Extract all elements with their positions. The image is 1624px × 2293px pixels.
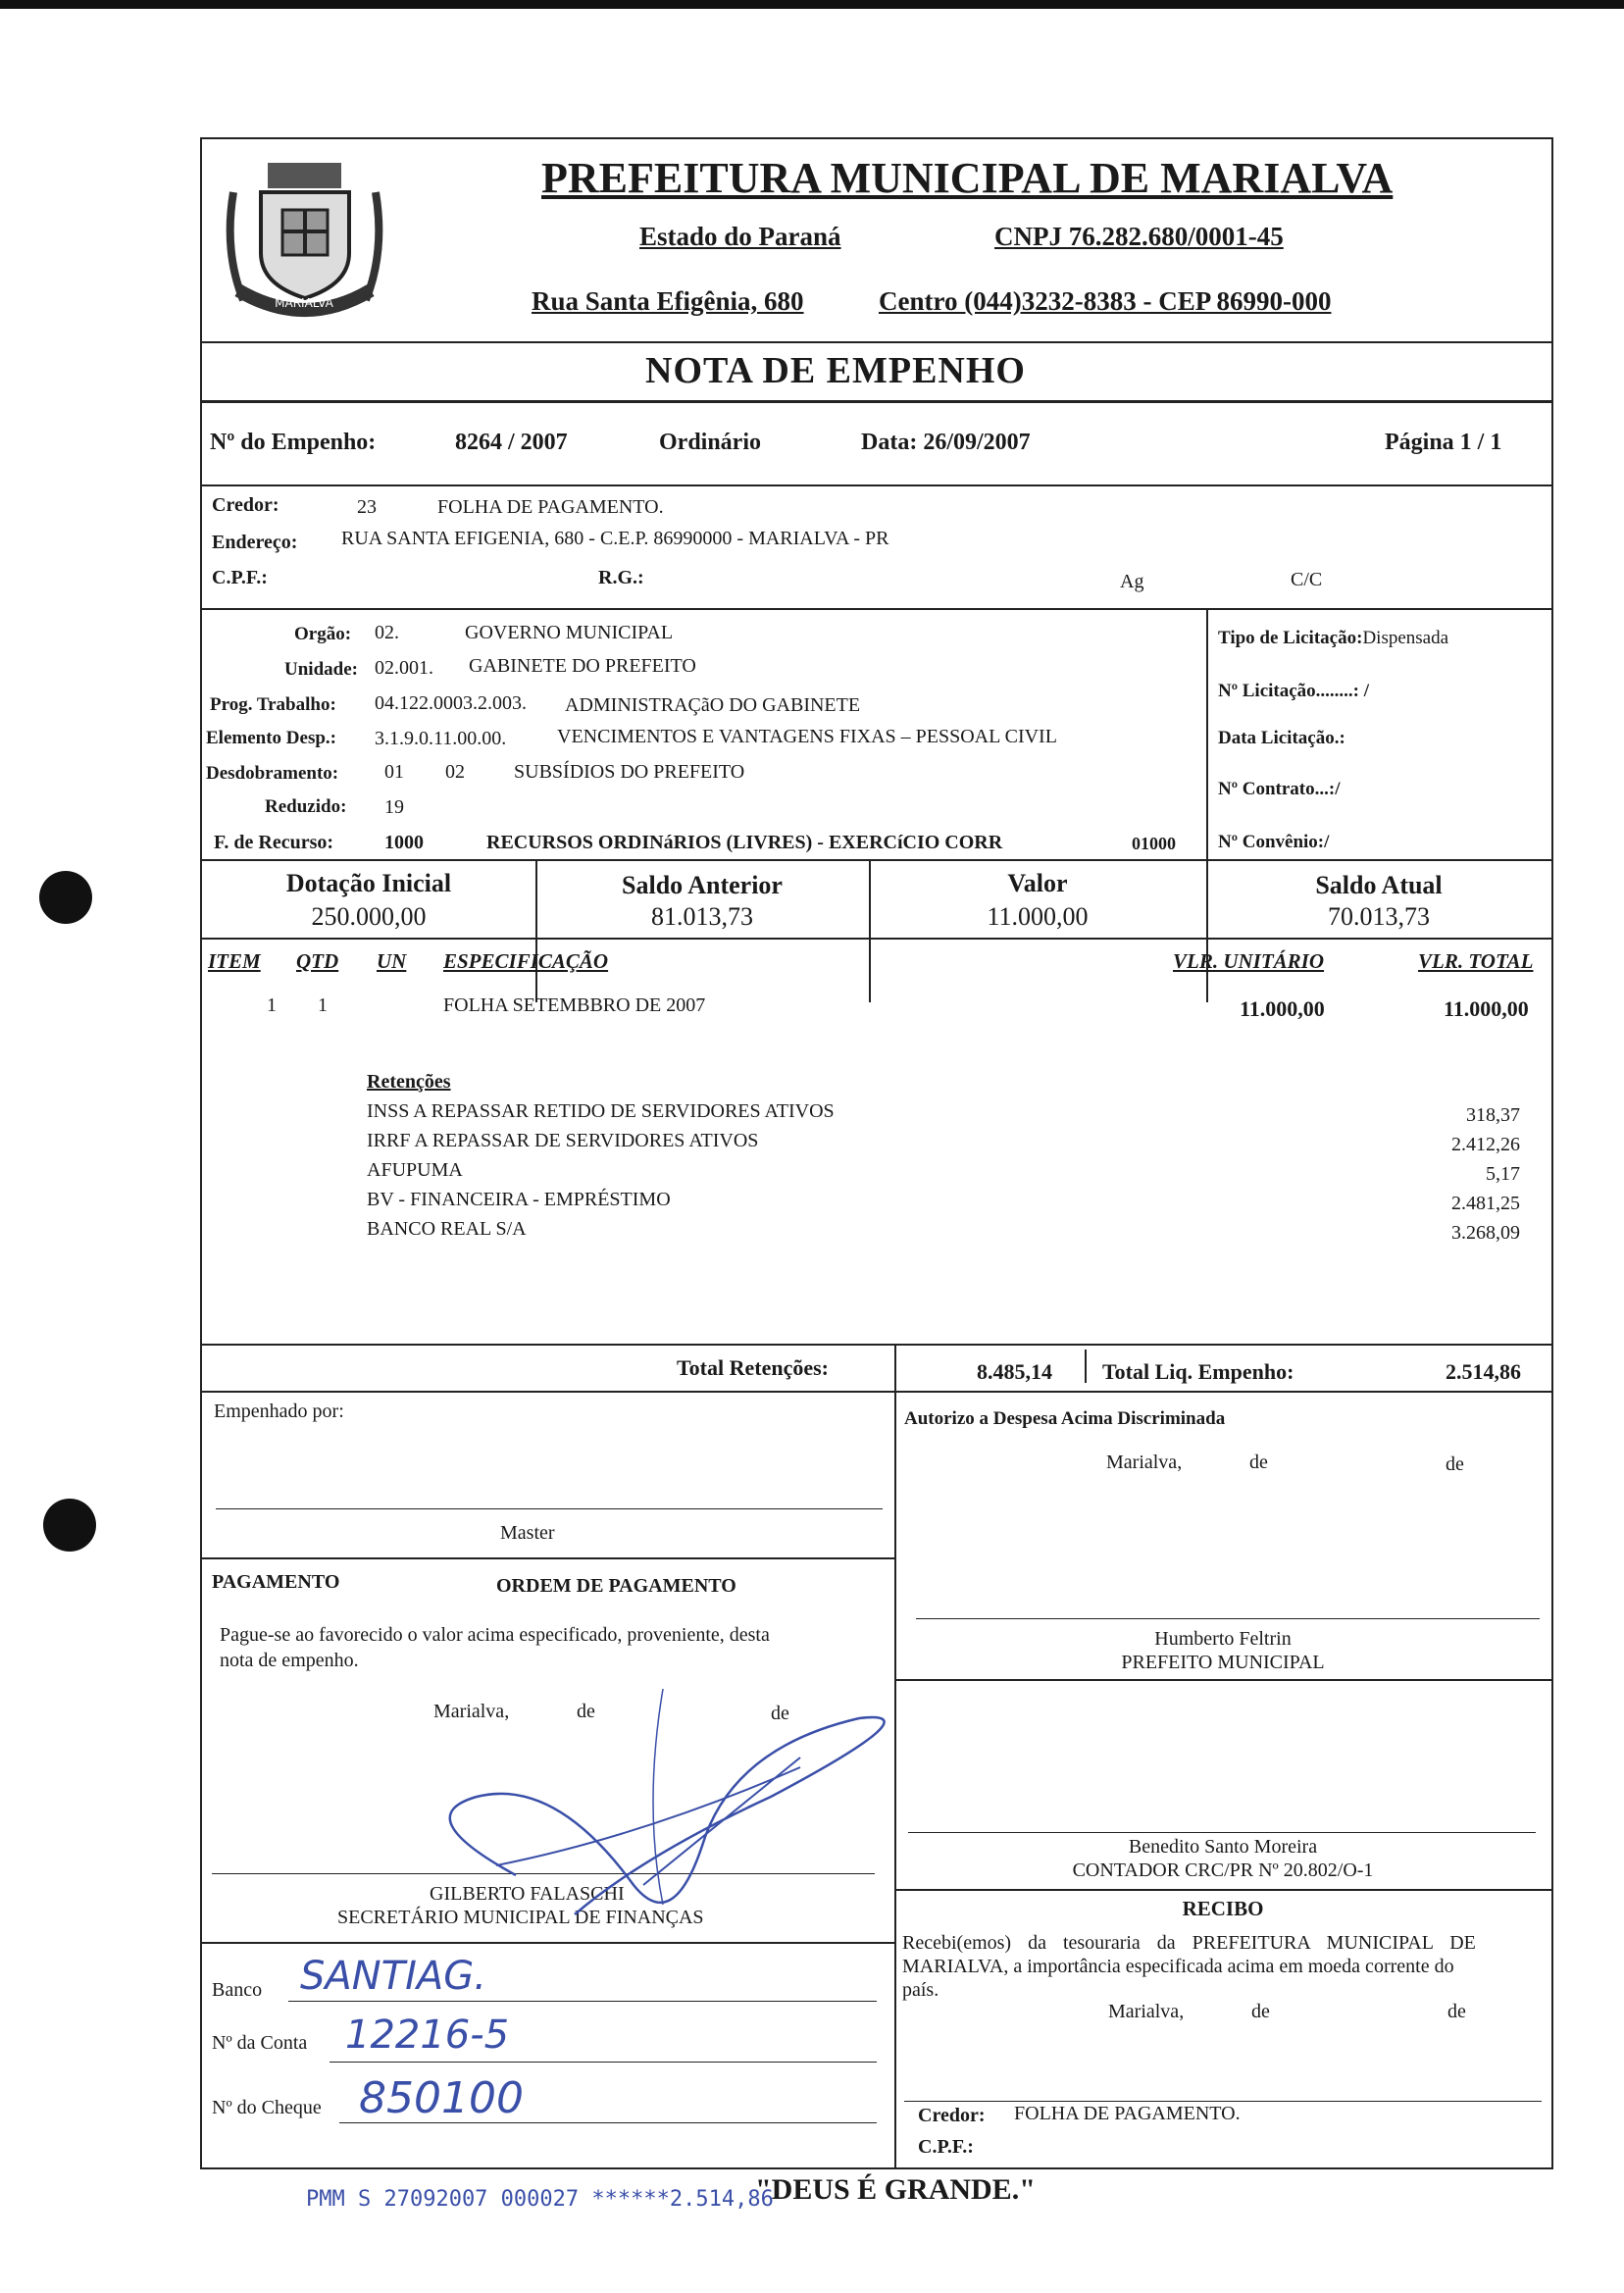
cc-label: C/C — [1291, 569, 1323, 590]
item-number: 1 — [267, 994, 277, 1016]
doc-title: NOTA DE EMPENHO — [645, 350, 1026, 391]
valor-value: 11.000,00 — [987, 902, 1089, 931]
secretario-name: GILBERTO FALASCHI — [430, 1883, 625, 1905]
elemento-name: VENCIMENTOS E VANTAGENS FIXAS – PESSOAL CIVIL — [557, 726, 1057, 747]
org-title: PREFEITURA MUNICIPAL DE MARIALVA — [541, 154, 1394, 202]
signature-line — [904, 2101, 1542, 2102]
num-contrato: Nº Contrato...:/ — [1218, 779, 1341, 799]
secretario-role: SECRETÁRIO MUNICIPAL DE FINANÇAS — [337, 1907, 704, 1928]
saldo-atual-label: Saldo Atual — [1315, 871, 1443, 899]
recibo-de-1: de — [1251, 2001, 1270, 2022]
contador-role: CONTADOR CRC/PR Nº 20.802/O-1 — [1072, 1860, 1374, 1881]
dotacao-inicial-label: Dotação Inicial — [285, 869, 452, 897]
reduzido-label: Reduzido: — [265, 796, 347, 817]
recibo-city: Marialva, — [1108, 2001, 1185, 2022]
divider — [202, 341, 1551, 343]
retencao-desc: BANCO REAL S/A — [367, 1218, 527, 1240]
dotacao-inicial-value: 250.000,00 — [311, 902, 427, 931]
col-item: ITEM — [208, 949, 261, 973]
unidade-label: Unidade: — [284, 659, 358, 680]
conta-label: Nº da Conta — [212, 2032, 308, 2054]
credor-address: RUA SANTA EFIGENIA, 680 - C.E.P. 86990000 - MARIALVA - PR — [341, 528, 889, 549]
recibo-cpf-label: C.P.F.: — [918, 2136, 974, 2158]
desdobramento-name: SUBSÍDIOS DO PREFEITO — [514, 761, 745, 783]
credor-code: 23 — [357, 496, 377, 518]
cpf-label: C.P.F.: — [212, 567, 268, 588]
desdobramento-b: 02 — [445, 761, 465, 783]
page-number: Página 1 / 1 — [1385, 430, 1502, 455]
empenho-type: Ordinário — [659, 430, 762, 455]
item-qtd: 1 — [318, 994, 328, 1016]
divider — [894, 1344, 896, 1391]
recibo-text-3: país. — [902, 1979, 939, 2001]
credor-label: Credor: — [212, 494, 279, 516]
retencao-desc: BV - FINANCEIRA - EMPRÉSTIMO — [367, 1189, 671, 1210]
banco-label: Banco — [212, 1979, 263, 2001]
divider — [894, 1679, 1551, 1681]
divider — [202, 1344, 1551, 1346]
empenho-number: 8264 / 2007 — [455, 430, 568, 455]
address: Rua Santa Efigênia, 680 — [532, 286, 804, 316]
address-label: Endereço: — [212, 532, 298, 553]
retencao-desc: IRRF A REPASSAR DE SERVIDORES ATIVOS — [367, 1130, 759, 1151]
field-line — [288, 2001, 877, 2002]
recibo-text-1: Recebi(emos) da tesouraria da PREFEITURA MUNICIPAL DE — [902, 1932, 1476, 1954]
prog-name: ADMINISTRAÇãO DO GABINETE — [565, 694, 861, 716]
divider — [202, 859, 1551, 861]
recurso-label: F. de Recurso: — [214, 832, 334, 853]
recibo-de-2: de — [1447, 2001, 1466, 2022]
recibo-credor-label: Credor: — [918, 2105, 986, 2126]
credor-name: FOLHA DE PAGAMENTO. — [437, 496, 664, 518]
pagamento-label: PAGAMENTO — [212, 1571, 340, 1593]
retencao-value: 5,17 — [1486, 1163, 1520, 1185]
signature-line — [908, 1832, 1536, 1833]
total-retencoes-value: 8.485,14 — [977, 1359, 1052, 1384]
contador-name: Benedito Santo Moreira — [1128, 1836, 1318, 1858]
autorizo-de-2: de — [1446, 1453, 1464, 1475]
col-qtd: QTD — [296, 949, 339, 973]
cnpj: CNPJ 76.282.680/0001-45 — [994, 222, 1284, 251]
divider — [202, 1391, 1551, 1393]
divider — [202, 608, 1551, 610]
elemento-label: Elemento Desp.: — [206, 728, 336, 748]
footer-motto: "DEUS É GRANDE." — [755, 2173, 1036, 2206]
tipo-licitacao-label: Tipo de Licitação: — [1218, 628, 1363, 648]
recurso-code2: 01000 — [1132, 834, 1176, 853]
pagamento-text-2: nota de empenho. — [220, 1650, 359, 1671]
orgao-code: 02. — [375, 622, 399, 643]
retencao-value: 2.481,25 — [1451, 1193, 1520, 1214]
empenho-number-label: Nº do Empenho: — [210, 430, 377, 455]
reduzido-value: 19 — [384, 796, 404, 818]
pagamento-city: Marialva, — [433, 1701, 510, 1722]
retencao-value: 318,37 — [1466, 1104, 1520, 1126]
item-unit: 11.000,00 — [1240, 996, 1325, 1021]
empenho-date: Data: 26/09/2007 — [861, 430, 1031, 455]
unidade-name: GABINETE DO PREFEITO — [469, 655, 696, 677]
prefeito-role: PREFEITO MUNICIPAL — [1121, 1652, 1325, 1673]
pagamento-de-1: de — [577, 1701, 595, 1722]
prefeito-name: Humberto Feltrin — [1154, 1628, 1292, 1650]
col-spec: ESPECIFICAÇÃO — [443, 949, 609, 973]
desdobramento-a: 01 — [384, 761, 404, 783]
divider — [202, 484, 1551, 486]
ag-label: Ag — [1120, 571, 1144, 592]
autorizo-de-1: de — [1249, 1452, 1268, 1473]
recibo-title: RECIBO — [1182, 1897, 1264, 1920]
orgao-name: GOVERNO MUNICIPAL — [465, 622, 674, 643]
retencoes-title: Retenções — [367, 1071, 451, 1093]
punch-hole-top — [39, 871, 92, 924]
pagamento-text-1: Pague-se ao favorecido o valor acima especificado, proveniente, desta — [220, 1624, 770, 1646]
total-retencoes-label: Total Retenções: — [677, 1355, 829, 1380]
address-contact: Centro (044)3232-8383 - CEP 86990-000 — [879, 286, 1332, 316]
rg-label: R.G.: — [598, 567, 644, 588]
banco-value: SANTIAG. — [300, 1954, 486, 1999]
retencao-value: 3.268,09 — [1451, 1222, 1520, 1244]
divider — [202, 938, 1551, 940]
retencao-desc: INSS A REPASSAR RETIDO DE SERVIDORES ATIVOS — [367, 1100, 835, 1122]
item-spec: FOLHA SETEMBBRO DE 2007 — [443, 994, 706, 1016]
retencao-value: 2.412,26 — [1451, 1134, 1520, 1155]
prog-label: Prog. Trabalho: — [210, 694, 336, 715]
empenhado-label: Empenhado por: — [214, 1401, 344, 1422]
item-total: 11.000,00 — [1444, 996, 1529, 1021]
saldo-anterior-value: 81.013,73 — [651, 902, 753, 931]
recibo-text-2: MARIALVA, a importância especificada acima em moeda corrente do — [902, 1956, 1454, 1977]
cash-register-stamp: PMM S 27092007 000027 ******2.514,86 — [306, 2187, 774, 2212]
ordem-pagamento-title: ORDEM DE PAGAMENTO — [496, 1575, 736, 1597]
document-frame — [200, 137, 1553, 2169]
pagamento-de-2: de — [771, 1703, 789, 1724]
divider — [1085, 1350, 1087, 1383]
scan-top-edge — [0, 0, 1624, 9]
tipo-licitacao: Dispensada — [1362, 628, 1449, 648]
col-un: UN — [377, 949, 407, 973]
municipal-crest-icon — [214, 153, 395, 320]
data-licitacao: Data Licitação.: — [1218, 728, 1345, 748]
autorizo-title: Autorizo a Despesa Acima Discriminada — [904, 1408, 1226, 1429]
elemento-code: 3.1.9.0.11.00.00. — [375, 728, 507, 749]
col-unit: VLR. UNITÁRIO — [1173, 949, 1325, 973]
state-name: Estado do Paraná — [639, 222, 841, 251]
field-line — [330, 2062, 877, 2063]
conta-value: 12216-5 — [345, 2013, 510, 2058]
recurso-code: 1000 — [384, 832, 424, 853]
autorizo-city: Marialva, — [1106, 1452, 1183, 1473]
divider — [202, 400, 1551, 403]
cheque-value: 850100 — [359, 2073, 524, 2123]
divider — [894, 1889, 1551, 1891]
recibo-credor: FOLHA DE PAGAMENTO. — [1014, 2103, 1241, 2124]
empenhado-name: Master — [500, 1522, 555, 1544]
saldo-anterior-label: Saldo Anterior — [622, 871, 783, 899]
num-convenio: Nº Convênio:/ — [1218, 832, 1330, 852]
orgao-label: Orgão: — [294, 624, 352, 644]
desdobramento-label: Desdobramento: — [206, 763, 339, 784]
punch-hole-bottom — [43, 1499, 96, 1552]
col-total: VLR. TOTAL — [1418, 949, 1534, 973]
signature-line — [216, 1508, 883, 1509]
prog-code: 04.122.0003.2.003. — [375, 692, 527, 714]
retencao-desc: AFUPUMA — [367, 1159, 463, 1181]
signature-line — [916, 1618, 1540, 1619]
handwritten-signature-icon — [349, 1689, 898, 1944]
svg-text:MARIALVA: MARIALVA — [275, 296, 333, 310]
divider — [202, 1557, 894, 1559]
saldo-atual-value: 70.013,73 — [1328, 902, 1430, 931]
num-licitacao: Nº Licitação........: / — [1218, 681, 1370, 701]
valor-label: Valor — [1007, 869, 1068, 897]
cheque-label: Nº do Cheque — [212, 2097, 322, 2118]
total-liq-label: Total Liq. Empenho: — [1102, 1359, 1294, 1384]
divider — [1206, 608, 1208, 1002]
recurso-name: RECURSOS ORDINáRIOS (LIVRES) - EXERCíCIO CORR — [486, 832, 1003, 853]
unidade-code: 02.001. — [375, 657, 433, 679]
total-liq-value: 2.514,86 — [1446, 1359, 1521, 1384]
